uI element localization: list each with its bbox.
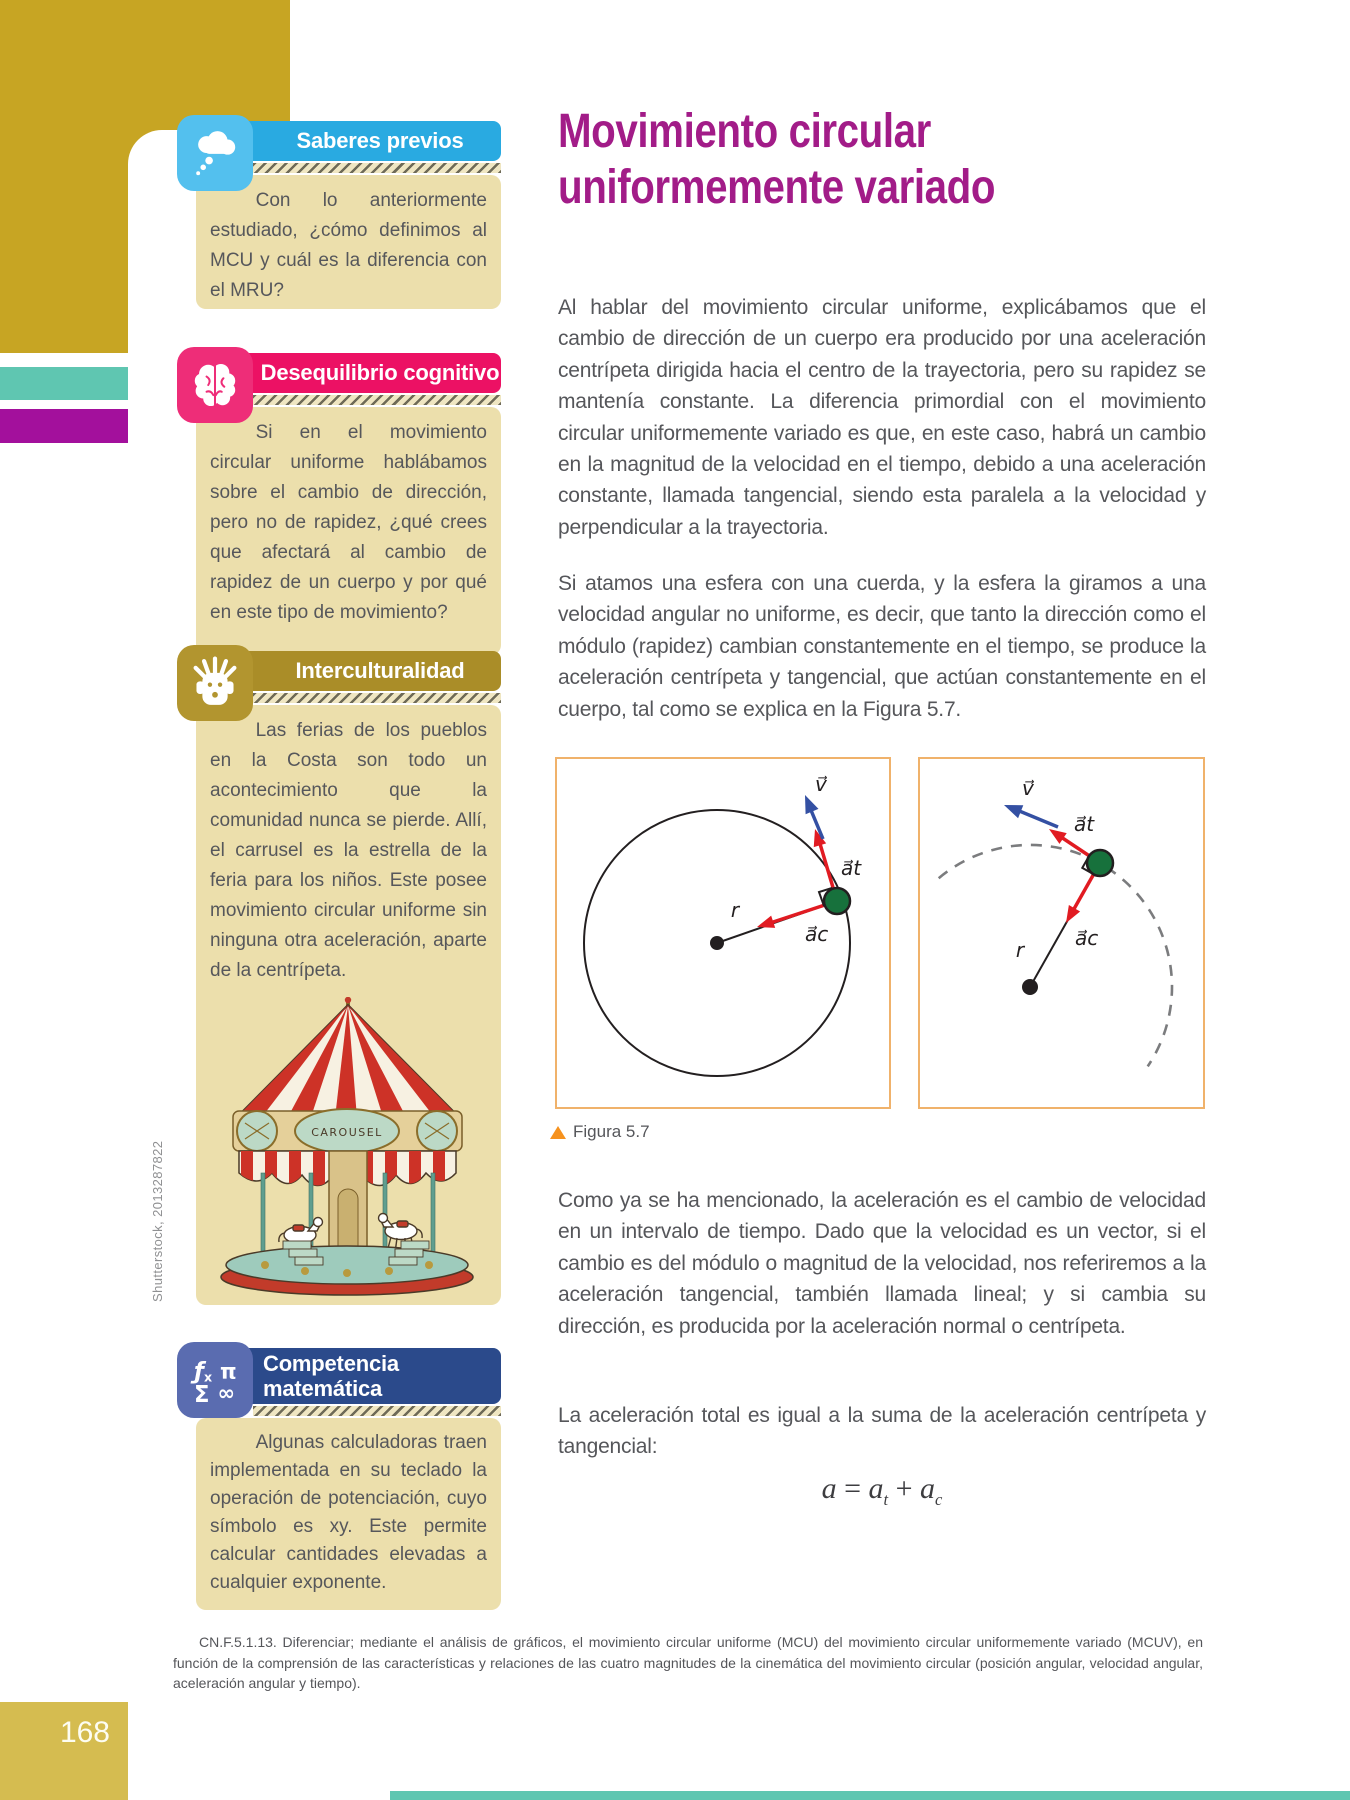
- eq-lhs: a: [821, 1472, 837, 1505]
- eq-term2: $a_c$: [920, 1472, 943, 1509]
- sidebar-box-title: Interculturalidad: [295, 658, 465, 683]
- math-symbols-icon: [177, 1342, 253, 1418]
- hatch-strip: [253, 163, 501, 173]
- label-ac: a⃗c: [1075, 926, 1099, 950]
- sidebar-box-title: Competencia matemática: [263, 1351, 399, 1401]
- sidebar-box-text: Algunas calculadoras traen implementada en su teclado la operación de potenciación, cuyo símbolo es xy. Este permite calcular cantidades elevadas a cualquier exponente.: [210, 1432, 487, 1593]
- caption-triangle-icon: [550, 1126, 566, 1139]
- sidebar-box-competencia-header: [215, 1348, 501, 1404]
- sidebar-box-competencia-body: [196, 1418, 501, 1610]
- photo-credit: Shutterstock, 2013287822: [150, 1140, 165, 1302]
- sidebar-box-text: Con lo anteriormente estudiado, ¿cómo definimos al MCU y cuál es la diferencia con el MRU?: [210, 190, 487, 301]
- label-ac: a⃗c: [805, 922, 829, 946]
- sidebar-box-intercultural-header: [215, 651, 501, 691]
- svg-text:∞: ∞: [217, 1380, 236, 1406]
- figure-panel-varied-circle: [918, 757, 1205, 1109]
- paragraph-4: La aceleración total es igual a la suma de la aceleración centrípeta y tangencial:: [558, 1404, 1206, 1459]
- sidebar-box-saberes-body: [196, 175, 501, 309]
- bottom-teal-strip: [390, 1791, 1350, 1800]
- svg-text:ƒ: ƒ: [193, 1358, 204, 1385]
- sidebar-box-intercultural-body: [196, 705, 501, 1305]
- label-at: a⃗t: [1074, 812, 1095, 836]
- curriculum-standard-note: CN.F.5.1.13. Diferenciar; mediante el análisis de gráficos, el movimiento circular uniforme (MCU) del movimiento circular uniformemente variado (MCUV), en función de la comprensión de las características y relaciones de las cuatro magnitudes de la cinemática del movimiento circular (posición angular, velocidad angular, aceleración angular y tiempo).: [173, 1634, 1203, 1691]
- svg-text:Σ: Σ: [193, 1381, 210, 1408]
- brain-icon: [177, 347, 253, 423]
- page-number-block: [0, 1702, 128, 1800]
- hatch-strip: [253, 693, 501, 703]
- sidebar-box-text: Si en el movimiento circular uniforme hablábamos sobre el cambio de dirección, pero no de rapidez, ¿qué crees que afectará al cambio de rapidez de un cuerpo y por qué en este tipo de movimiento?: [210, 422, 487, 623]
- eq-plus: +: [895, 1472, 913, 1505]
- sidebar-box-title: Saberes previos: [296, 128, 464, 153]
- page-title: Movimiento circular uniformemente variado: [558, 105, 996, 214]
- figure-caption: [550, 1122, 650, 1142]
- teal-accent-bar: [0, 367, 128, 400]
- gold-side-bar: [0, 0, 128, 353]
- corner-notch: [128, 130, 162, 164]
- svg-text:x: x: [204, 1369, 213, 1385]
- sidebar-box-desequilibrio-header: [215, 353, 501, 393]
- figure-panel-uniform-circle: [555, 757, 891, 1109]
- sidebar-box-saberes-header: [215, 121, 501, 161]
- svg-text:π: π: [220, 1358, 237, 1384]
- page-number: 168: [59, 1716, 110, 1749]
- paragraph-1: Al hablar del movimiento circular uniforme, explicábamos que el cambio de dirección de un cuerpo era producido por una aceleración centrípeta dirigida hacia el centro de la trayectoria, pero su rapidez se mantenía constante. La diferencia primordial con el movimiento circular uniformemente variado es que, en este caso, habrá un cambio en la magnitud de la velocidad en el tiempo, debido a una aceleración constante, llamada tangencial, siendo esta paralela a la velocidad y perpendicular a la trayectoria.: [558, 296, 1206, 539]
- label-r: r: [1015, 938, 1025, 962]
- sidebar-box-text: Las ferias de los pueblos en la Costa son todo un acontecimiento que la comunidad nunca se pierde. Allí, el carrusel es la estrella de la feria para los niños. Este posee movimiento circular uniforme sin ninguna otra aceleración, aparte de la centrípeta.: [210, 720, 487, 981]
- magenta-accent-bar: [0, 409, 128, 443]
- sidebar-box-desequilibrio-body: [196, 407, 501, 655]
- paragraph-3: Como ya se ha mencionado, la aceleración es el cambio de velocidad en un intervalo de tiempo. Dado que la velocidad es un vector, si el cambio es del módulo o magnitud de la velocidad, nos referiremos a la aceleración tangencial, también llamada lineal; y si cambia su dirección, es producida por la aceleración normal o centrípeta.: [558, 1189, 1206, 1338]
- eq-term1: $a_t$: [868, 1472, 889, 1509]
- label-v: v⃗: [1022, 776, 1034, 800]
- sidebar-box-title: Desequilibrio cognitivo: [260, 360, 500, 385]
- hatch-strip: [253, 1406, 501, 1416]
- eq-equals: =: [844, 1472, 862, 1505]
- equation-total-acceleration: [558, 1472, 1206, 1510]
- label-v: v⃗: [815, 772, 827, 796]
- figure-caption-text: Figura 5.7: [573, 1122, 650, 1141]
- thought-cloud-icon: [177, 115, 253, 191]
- hatch-strip: [253, 395, 501, 405]
- label-r: r: [730, 898, 740, 922]
- carousel-illustration: [205, 997, 490, 1297]
- carousel-sign-text: CAROUSEL: [311, 1126, 383, 1139]
- paragraph-2: Si atamos una esfera con una cuerda, y la esfera la giramos a una velocidad angular no uniforme, es decir, que tanto la dirección como el módulo (rapidez) cambian constantemente en el tiempo, se produce la aceleración centrípeta y tangencial, que actúan constantemente en el cuerpo, tal como se explica en la Figura 5.7.: [558, 572, 1206, 721]
- label-at: a⃗t: [841, 856, 862, 880]
- mask-icon: [177, 645, 253, 721]
